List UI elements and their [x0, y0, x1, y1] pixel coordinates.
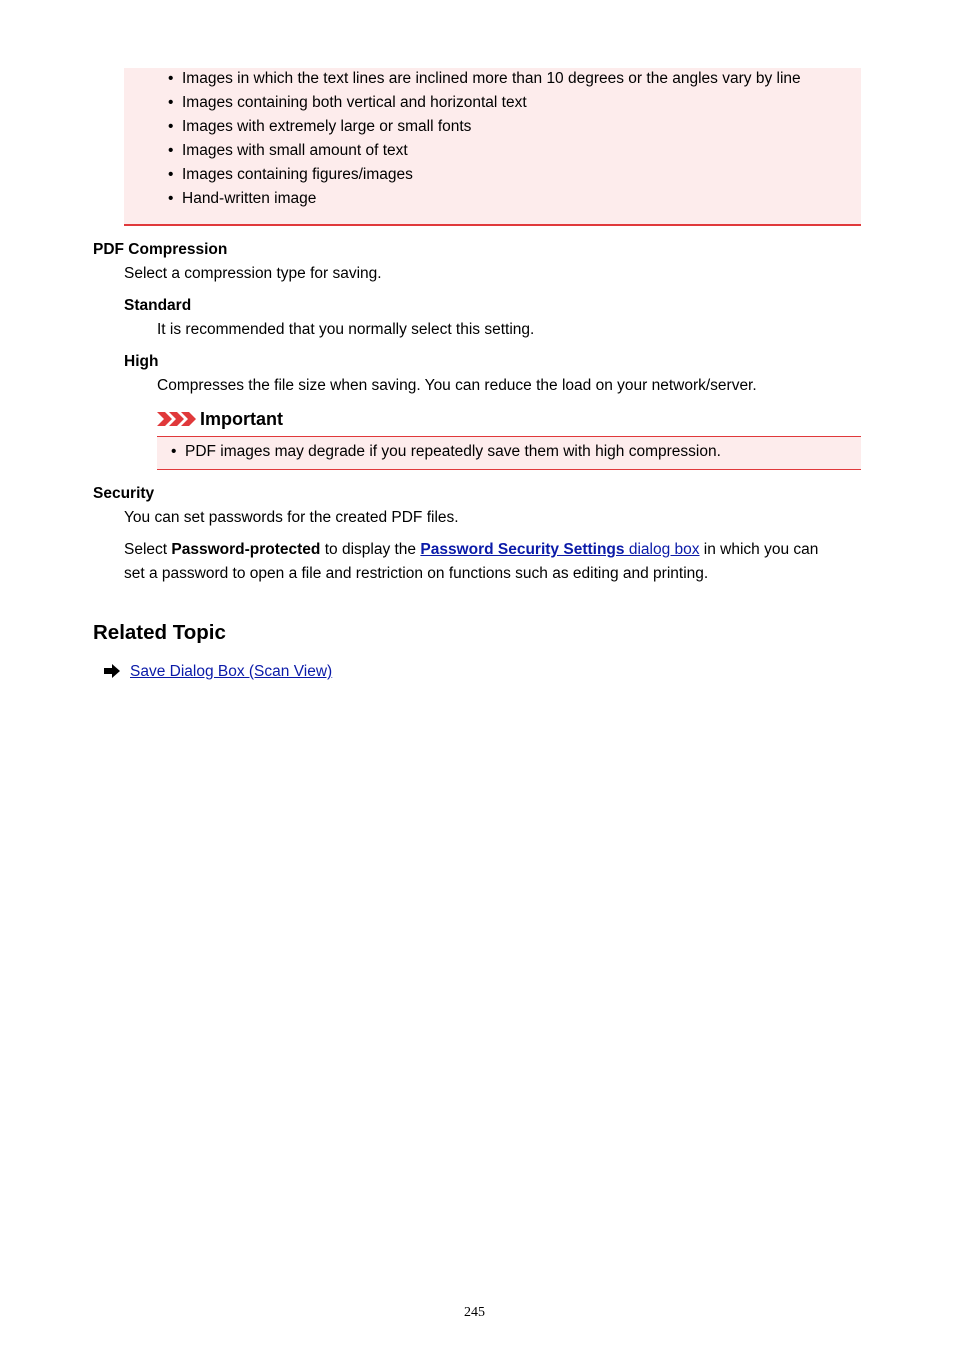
- security-desc: You can set passwords for the created PDF files.: [124, 509, 459, 526]
- high-desc: Compresses the file size when saving. You can reduce the load on your network/server.: [157, 377, 757, 394]
- security-paragraph-line2: set a password to open a file and restriction on functions such as editing and printing.: [124, 565, 709, 582]
- note-bullet-text: Images in which the text lines are inclined more than 10 degrees or the angles vary by line: [182, 70, 801, 87]
- standard-desc: It is recommended that you normally select this setting.: [157, 321, 535, 338]
- security-paragraph-line1: Select Password-protected to display the Password Security Settings dialog box in which you can: [124, 541, 819, 558]
- password-security-settings-link[interactable]: Password Security Settings dialog box: [420, 541, 700, 558]
- important-chevrons-icon: [157, 410, 197, 433]
- note-bullet-text: Images containing both vertical and horizontal text: [182, 94, 527, 111]
- arrow-right-icon: [104, 664, 120, 683]
- security-heading: Security: [93, 485, 155, 502]
- note-bullet-text: Images with extremely large or small fonts: [182, 118, 472, 135]
- save-dialog-box-link[interactable]: Save Dialog Box (Scan View): [130, 663, 333, 680]
- high-label: High: [124, 353, 159, 370]
- pdf-compression-desc: Select a compression type for saving.: [124, 265, 382, 282]
- note-bullet-text: Hand-written image: [182, 190, 317, 207]
- related-topic-heading: Related Topic: [93, 621, 226, 644]
- password-protected-option: Password-protected: [171, 541, 321, 558]
- important-bullet-text: PDF images may degrade if you repeatedly save them with high compression.: [185, 443, 721, 460]
- note-bullet-text: Images containing figures/images: [182, 166, 413, 183]
- pdf-compression-heading: PDF Compression: [93, 241, 228, 258]
- note-bullet-text: Images with small amount of text: [182, 142, 408, 159]
- important-title: Important: [200, 409, 283, 429]
- page-number: 245: [464, 1305, 485, 1320]
- standard-label: Standard: [124, 297, 192, 314]
